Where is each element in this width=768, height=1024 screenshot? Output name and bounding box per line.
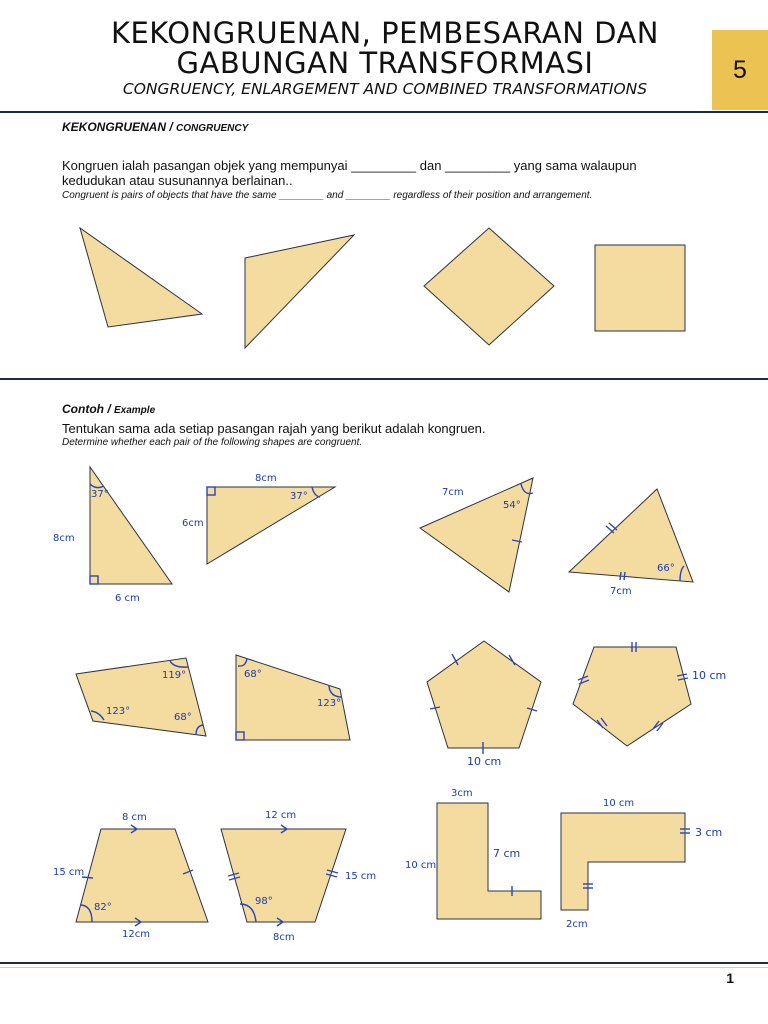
l1-inner-label: 7 cm xyxy=(493,847,521,860)
trap2-bottom-label: 8cm xyxy=(273,932,295,943)
section-title-ms: KEKONGRUENAN / xyxy=(62,120,173,134)
trap1-bottom-label: 12cm xyxy=(122,929,150,940)
tri3-side-label: 7cm xyxy=(442,487,464,498)
intro-diamond xyxy=(424,228,554,345)
example-triangle-2 xyxy=(207,487,335,564)
intro-square xyxy=(595,245,685,331)
intro-triangle-b xyxy=(245,235,354,348)
page-number: 1 xyxy=(726,970,734,986)
example-pentagon-2 xyxy=(573,647,691,746)
definition-ms-line1: Kongruen ialah pasangan objek yang mempunyai _________ dan _________ yang sama walaupun xyxy=(62,158,637,173)
definition-en: Congruent is pairs of objects that have the same ________ and ________ regardless of their position and arrangement. xyxy=(62,190,593,201)
example-title-en: Example xyxy=(114,405,156,416)
tri2-left-label: 6cm xyxy=(182,518,204,529)
quad2-angle-a-label: 68° xyxy=(244,669,262,680)
intro-triangle-a xyxy=(80,228,202,327)
tri1-bottom-label: 6 cm xyxy=(115,593,140,604)
trap2-top-label: 12 cm xyxy=(265,810,297,821)
example-l-shape-1 xyxy=(437,803,541,919)
example-title-ms: Contoh / xyxy=(62,402,111,416)
example-triangle-3 xyxy=(420,478,533,592)
example-l-shape-2 xyxy=(561,813,685,910)
example-triangle-1 xyxy=(90,467,172,584)
l2-bottom-label: 2cm xyxy=(566,919,588,930)
l2-right-label: 3 cm xyxy=(695,826,723,839)
tick-mark xyxy=(624,572,625,580)
chapter-subtitle: CONGRUENCY, ENLARGEMENT AND COMBINED TRANSFORMATIONS xyxy=(122,80,648,98)
footer-rule xyxy=(0,962,768,964)
pent1-side-label: 10 cm xyxy=(467,755,502,768)
tick-mark xyxy=(620,572,621,580)
l2-top-label: 10 cm xyxy=(603,798,635,809)
l1-left-label: 10 cm xyxy=(405,860,437,871)
footer-rule-thin xyxy=(0,967,768,968)
quad1-angle-c-label: 68° xyxy=(174,712,192,723)
chapter-title-line1: KEKONGRUENAN, PEMBESARAN DAN xyxy=(110,16,660,50)
trap2-angle-label: 98° xyxy=(255,896,273,907)
tri4-side-label: 7cm xyxy=(610,586,632,597)
example-pentagon-1 xyxy=(427,641,541,748)
tri1-left-label: 8cm xyxy=(53,533,75,544)
trap2-side-label: 15 cm xyxy=(345,871,377,882)
quad1-angle-b-label: 123° xyxy=(106,706,131,717)
tri4-angle-label: 66° xyxy=(657,563,675,574)
tri1-angle-label: 37° xyxy=(91,489,109,500)
example-trapezium-2 xyxy=(221,829,346,922)
section-title-en: CONGRUENCY xyxy=(176,123,249,134)
chapter-number-badge: 5 xyxy=(712,30,768,110)
trap1-top-label: 8 cm xyxy=(122,812,147,823)
quad2-angle-b-label: 123° xyxy=(317,698,342,709)
instruction-en: Determine whether each pair of the following shapes are congruent. xyxy=(62,437,363,448)
definition-ms-line2: kedudukan atau susunannya berlainan.. xyxy=(62,173,293,188)
tri2-angle-label: 37° xyxy=(290,491,308,502)
chapter-title-line2: GABUNGAN TRANSFORMASI xyxy=(176,46,594,80)
instruction-ms: Tentukan sama ada setiap pasangan rajah yang berikut adalah kongruen. xyxy=(62,421,486,436)
example-quadrilateral-1 xyxy=(76,658,206,736)
l1-top-label: 3cm xyxy=(451,788,473,799)
tri3-angle-label: 54° xyxy=(503,500,521,511)
quad1-angle-a-label: 119° xyxy=(162,670,187,681)
pent2-side-label: 10 cm xyxy=(692,669,727,682)
trap1-side-label: 15 cm xyxy=(53,867,85,878)
trap1-angle-label: 82° xyxy=(94,902,112,913)
tri2-top-label: 8cm xyxy=(255,473,277,484)
